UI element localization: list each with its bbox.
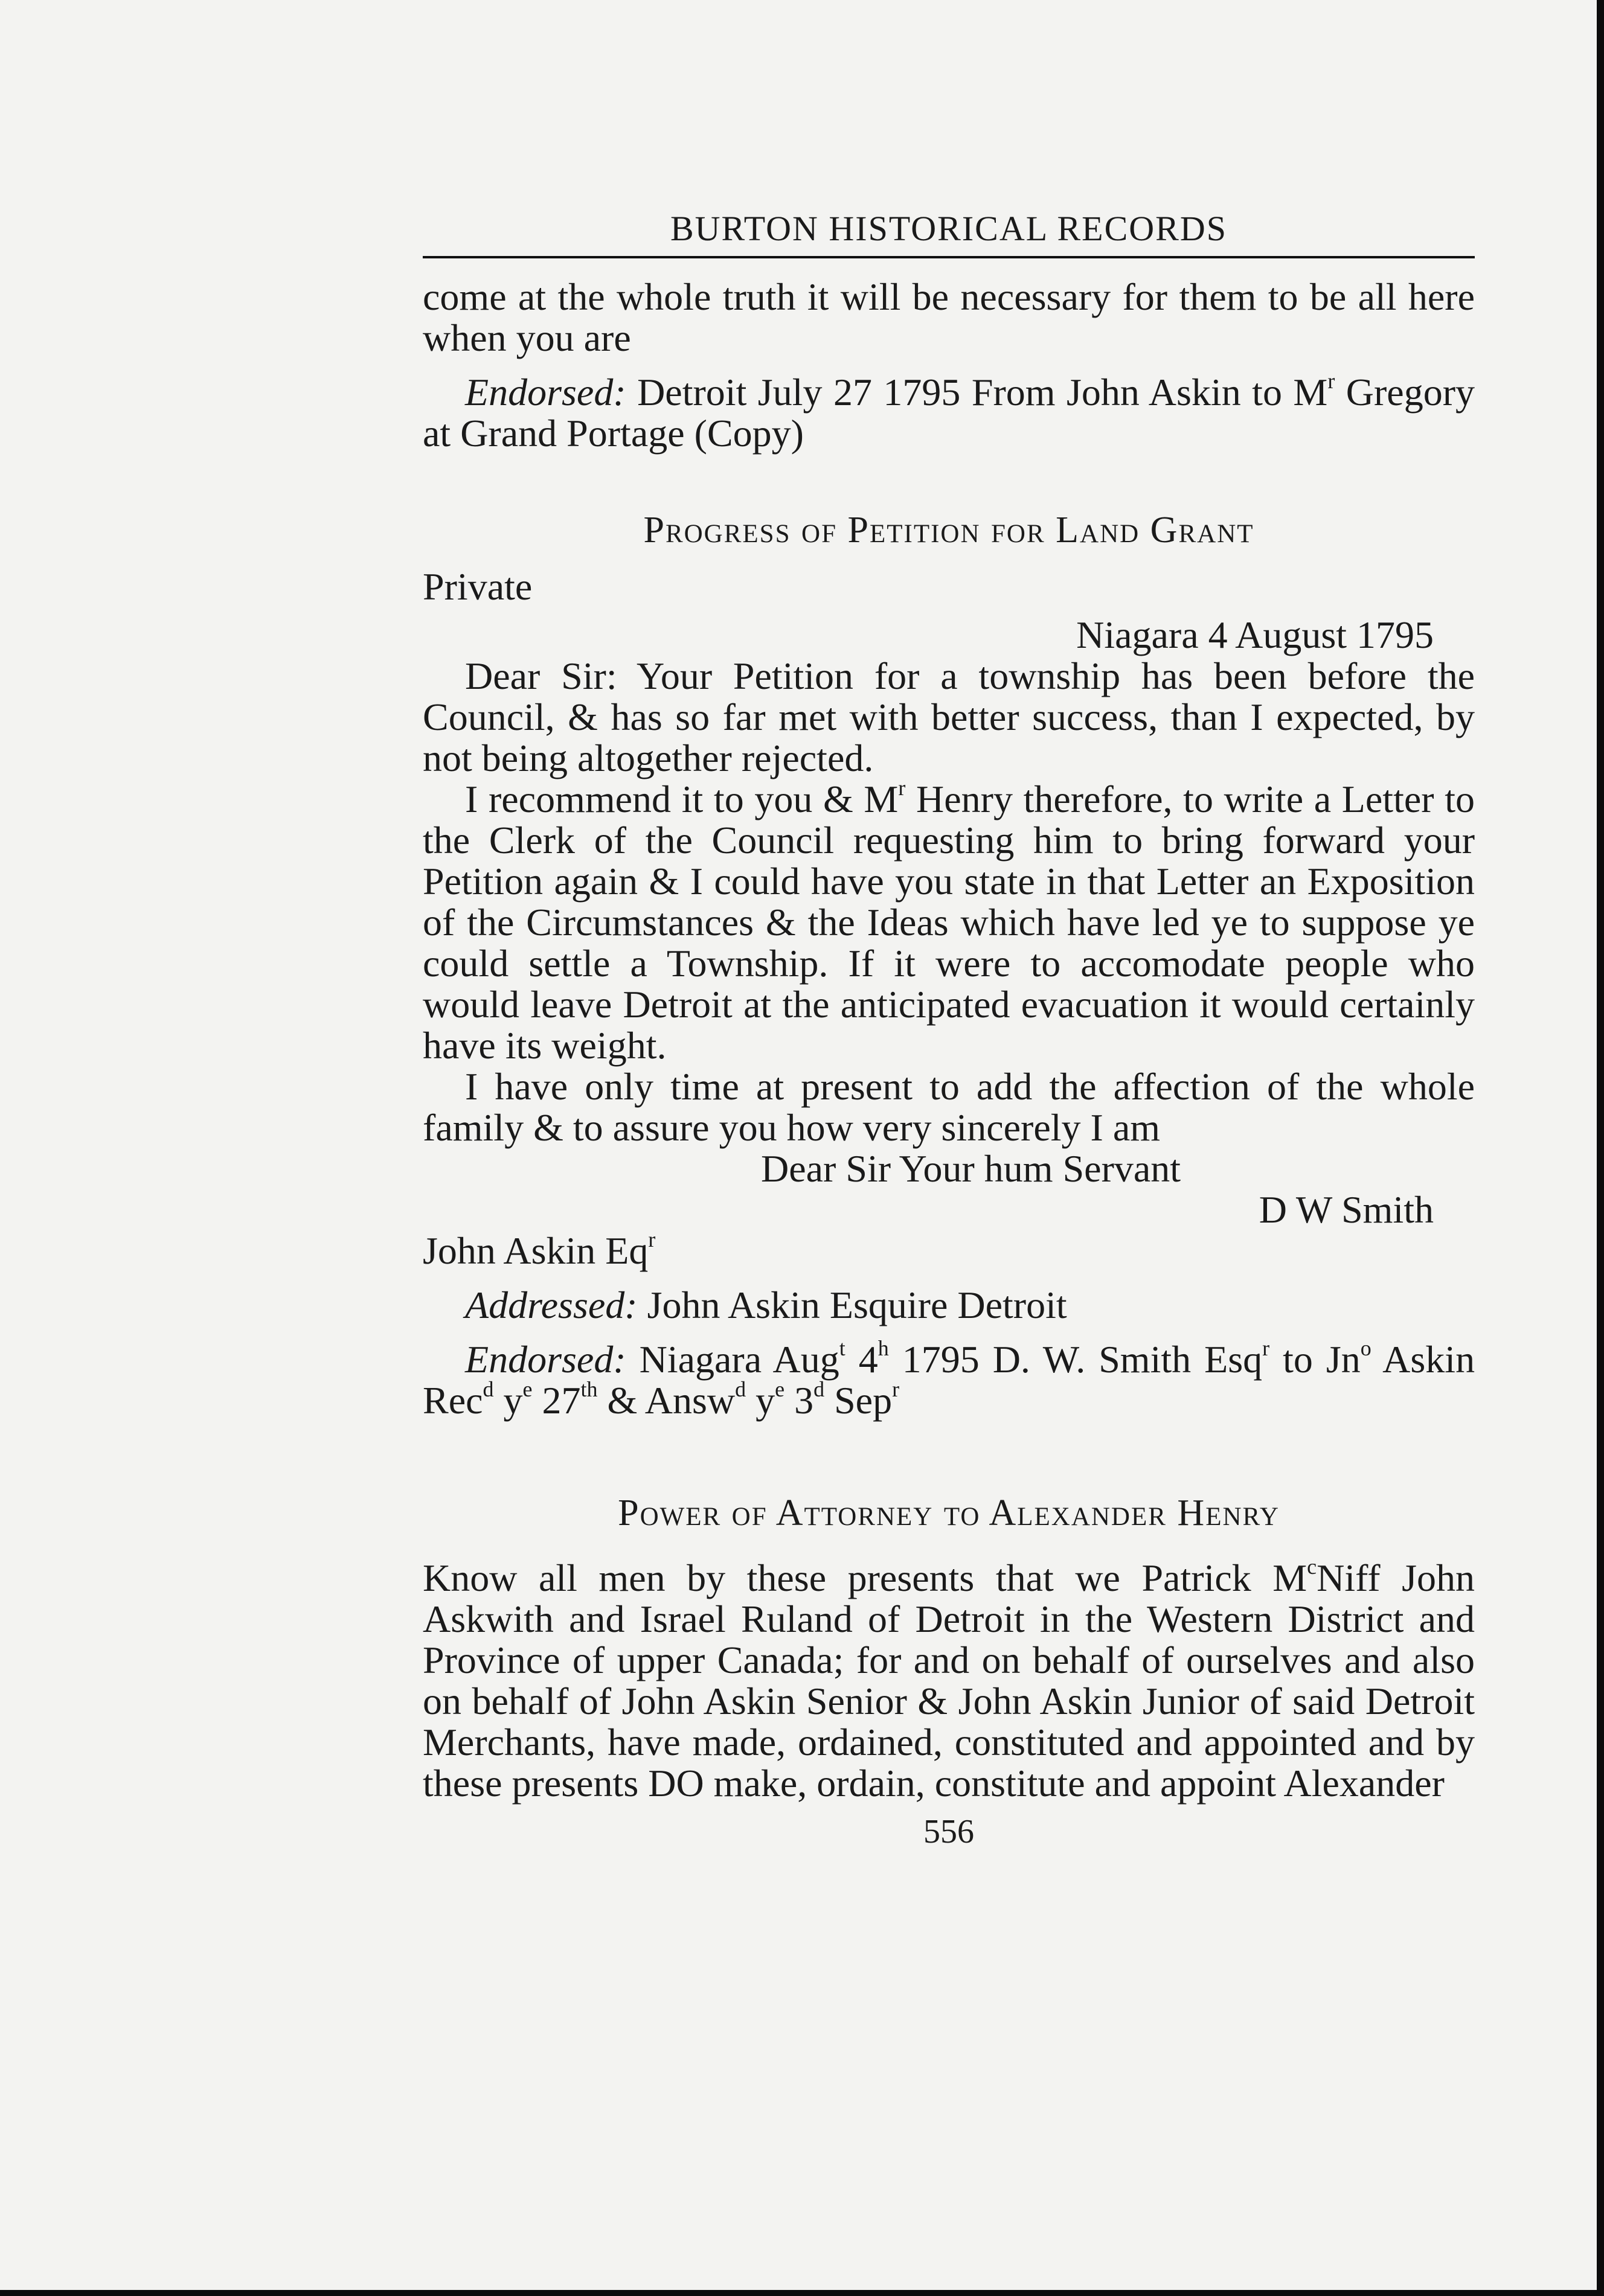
addressed-text: John Askin Esquire Detroit [647, 1284, 1067, 1326]
endorsed-part-11: Sep [834, 1379, 893, 1422]
endorsed-sup-10: d [813, 1377, 825, 1401]
endorsement-text-b: Gregory at Grand Portage (Copy) [423, 371, 1475, 455]
section-heading-petition: Progress of Petition for Land Grant [643, 510, 1254, 551]
endorsed-part-9: y [755, 1379, 775, 1422]
endorsed-part-8: & Answ [607, 1379, 736, 1422]
endorsed-sup-6: e [522, 1377, 533, 1401]
continuation-endorsement [423, 368, 1475, 455]
letter-paragraph-3: I have only time at present to add the affection of the whole family & to assure you how very sincerely I am [423, 1065, 1475, 1149]
letter-place-date: Niagara 4 August 1795 [1076, 613, 1434, 656]
endorsement-label: Endorsed: [465, 371, 626, 414]
letter-paragraph-2-sup: r [898, 775, 906, 800]
letter-signature: D W Smith [1259, 1188, 1434, 1231]
endorsed-sup-4: o [1360, 1335, 1371, 1360]
endorsed-part-1: Niagara Aug [639, 1338, 839, 1381]
endorsed-part-10: 3 [794, 1379, 814, 1422]
endorsed-part-5: Askin Rec [423, 1338, 1475, 1422]
letter-paragraph-2-b: Henry therefore, to write a Letter to the Clerk of the Council requesting him to bring forward your Petition again & I could have you state in that Letter an Exposition of the Circumstances & the Ideas which have led ye to suppose ye could settle a Township. If it were to accomodate people who would leave Detroit at the anticipated evacuation it would certainly have its weight. [423, 778, 1475, 1067]
endorsed-part-2: 4 [858, 1338, 878, 1381]
page-number: 556 [923, 1813, 974, 1850]
book-page [423, 211, 1475, 1851]
scan-edge-right [1597, 0, 1604, 2296]
endorsed-sup-2: h [877, 1335, 889, 1360]
endorsed-part-3: 1795 D. W. Smith Esq [902, 1338, 1263, 1381]
addressed-label: Addressed: [465, 1284, 638, 1326]
endorsed-label: Endorsed: [465, 1338, 626, 1381]
poa-text-a: Know all men by these presents that we Patrick M [423, 1556, 1307, 1599]
letter-endorsed [423, 1335, 1475, 1422]
private-label: Private [423, 565, 533, 608]
continuation-paragraph: come at the whole truth it will be necessary for them to be all here when you are [423, 275, 1475, 359]
endorsed-sup-1: t [839, 1335, 845, 1360]
endorsed-part-4: to Jn [1283, 1338, 1361, 1381]
endorsed-sup-7: th [580, 1377, 598, 1401]
endorsed-sup-11: r [892, 1377, 900, 1401]
recipient-sup: r [648, 1227, 656, 1252]
letter-addressed [423, 1285, 1475, 1326]
endorsement-text-a: Detroit July 27 1795 From John Askin to M [637, 371, 1328, 414]
letter-paragraph-2-a: I recommend it to you & M [465, 778, 899, 820]
running-head: BURTON HISTORICAL RECORDS [423, 211, 1475, 258]
power-of-attorney-paragraph [423, 1554, 1475, 1805]
endorsed-sup-9: e [775, 1377, 785, 1401]
section-heading-power-of-attorney: Power of Attorney to Alexander Henry [618, 1492, 1280, 1533]
poa-text-b: Niff John Askwith and Israel Ruland of Detroit in the Western District and Province of upper Canada; for and on behalf of ourselves and also on behalf of John Askin Senior & John Askin Junior of said Detroit Merchants, have made, ordained, constituted and appointed and by these presents DO make, ordain, constitute and appoint Alexander [423, 1556, 1475, 1805]
letter-closing: Dear Sir Your hum Servant [761, 1147, 1181, 1190]
letter-paragraph-1: Dear Sir: Your Petition for a township has been before the Council, & has so far met with better success, than I expected, by not being altogether rejected. [423, 654, 1475, 779]
endorsed-sup-3: r [1262, 1335, 1270, 1360]
endorsed-part-7: 27 [542, 1379, 581, 1422]
endorsed-sup-5: d [483, 1377, 494, 1401]
endorsement-sup: r [1327, 368, 1335, 393]
scan-edge-bottom [0, 2290, 1604, 2296]
endorsed-part-6: y [503, 1379, 523, 1422]
page-body [423, 277, 1475, 1804]
letter-paragraph-2 [423, 775, 1475, 1067]
poa-sup: c [1307, 1554, 1317, 1579]
endorsed-sup-8: d [735, 1377, 746, 1401]
recipient-text: John Askin Eq [423, 1229, 649, 1272]
letter-recipient [423, 1227, 1475, 1272]
